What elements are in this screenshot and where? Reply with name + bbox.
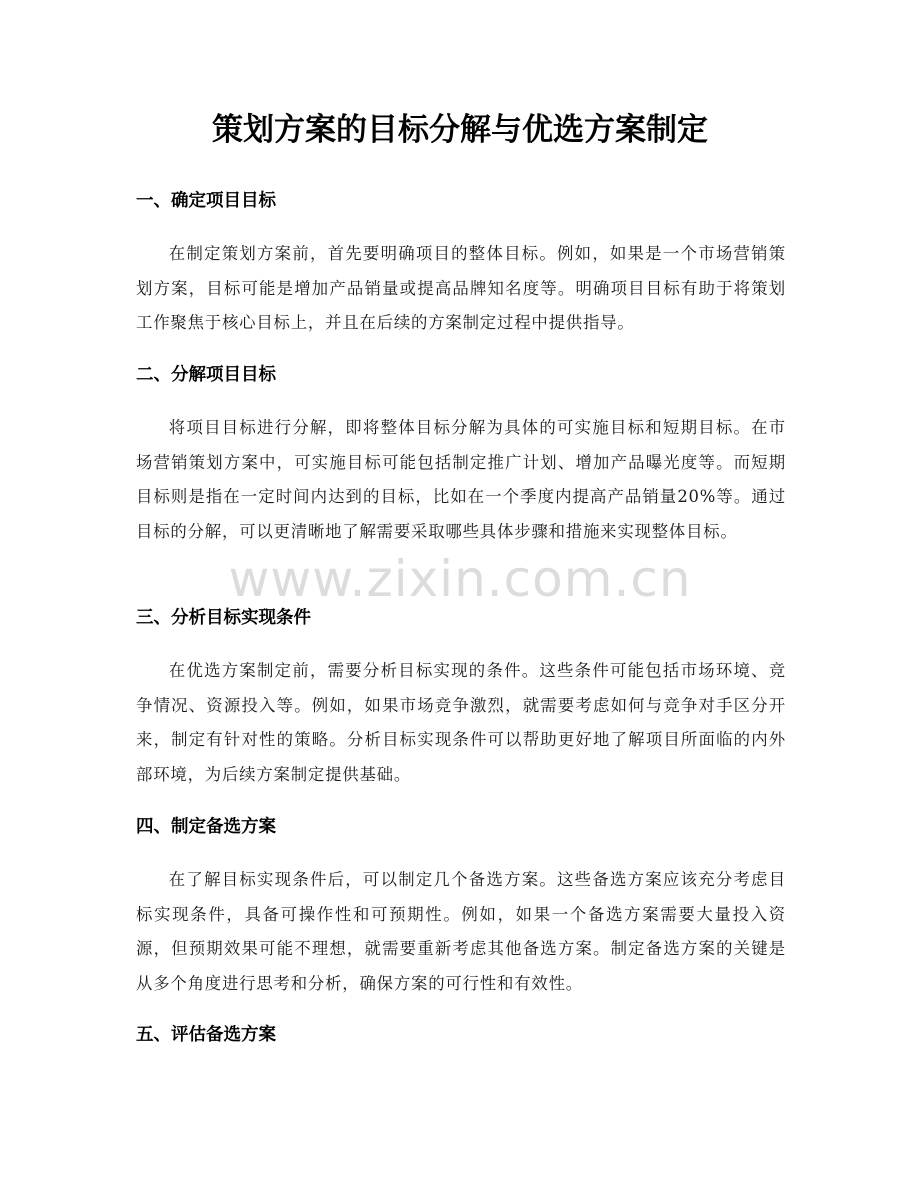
section-heading: 二、分解项目目标 bbox=[136, 365, 276, 385]
section-1 bbox=[136, 189, 786, 341]
section-4 bbox=[136, 815, 786, 1001]
watermark: www.zixin.com.cn bbox=[228, 550, 692, 608]
section-3 bbox=[136, 606, 786, 792]
section-paragraph: 在优选方案制定前，需要分析目标实现的条件。这些条件可能包括市场环境、竞争情况、资源投入等。例如，如果市场竞争激烈，就需要考虑如何与竞争对手区分开来，制定有针对性的策略。分析目标实现条件可以帮助更好地了解项目所面临的内外部环境，为后续方案制定提供基础。 bbox=[136, 661, 786, 784]
page-title: 策划方案的目标分解与优选方案制定 bbox=[212, 112, 708, 148]
section-paragraph: 在了解目标实现条件后，可以制定几个备选方案。这些备选方案应该充分考虑目标实现条件，具备可操作性和可预期性。例如，如果一个备选方案需要大量投入资源，但预期效果可能不理想，就需要重新考虑其他备选方案。制定备选方案的关键是从多个角度进行思考和分析，确保方案的可行性和有效性。 bbox=[136, 870, 786, 993]
section-paragraph: 在制定策划方案前，首先要明确项目的整体目标。例如，如果是一个市场营销策划方案，目标可能是增加产品销量或提高品牌知名度等。明确项目目标有助于将策划工作聚焦于核心目标上，并且在后续的方案制定过程中提供指导。 bbox=[136, 244, 786, 332]
section-heading: 四、制定备选方案 bbox=[136, 817, 276, 837]
section-heading: 五、评估备选方案 bbox=[136, 1025, 276, 1045]
section-2 bbox=[136, 363, 786, 549]
section-heading: 三、分析目标实现条件 bbox=[136, 608, 311, 628]
section-5 bbox=[136, 1023, 786, 1047]
section-heading: 一、确定项目目标 bbox=[136, 191, 276, 211]
section-paragraph: 将项目目标进行分解，即将整体目标分解为具体的可实施目标和短期目标。在市场营销策划方案中，可实施目标可能包括制定推广计划、增加产品曝光度等。而短期目标则是指在一定时间内达到的目标，比如在一个季度内提高产品销量20%等。通过目标的分解，可以更清晰地了解需要采取哪些具体步骤和措施来实现整体目标。 bbox=[136, 418, 786, 541]
